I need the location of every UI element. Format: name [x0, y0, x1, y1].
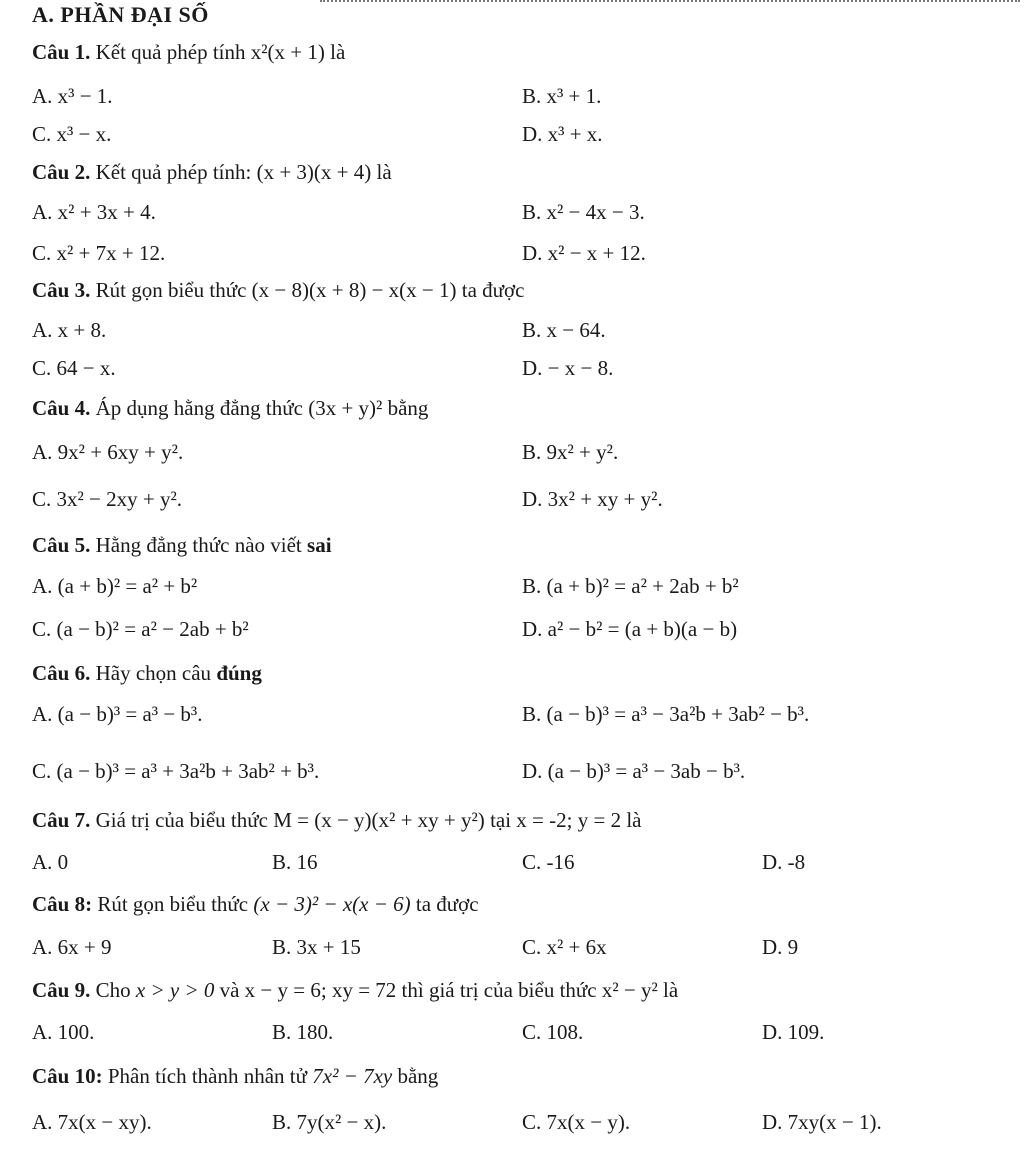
- option-2a[interactable]: A. x² + 3x + 4.: [32, 200, 156, 224]
- top-divider: [320, 0, 1020, 4]
- question-text: Giá trị của biểu thức: [95, 808, 268, 832]
- question-7: [32, 808, 641, 833]
- option-10b[interactable]: B. 7y(x² − x).: [272, 1110, 387, 1134]
- question-expression: (x − 8)(x + 8) − x(x − 1): [251, 278, 457, 302]
- option-4a[interactable]: A. 9x² + 6xy + y².: [32, 440, 184, 464]
- option-4d[interactable]: D. 3x² + xy + y².: [522, 487, 663, 511]
- question-tail: và x − y = 6; xy = 72 thì giá trị của biểu thức x² − y² là: [219, 978, 679, 1002]
- option-6a[interactable]: A. (a − b)³ = a³ − b³.: [32, 702, 203, 726]
- option-5d[interactable]: D. a² − b² = (a + b)(a − b): [522, 617, 738, 641]
- question-4: [32, 396, 428, 421]
- question-label: Câu 4.: [32, 396, 91, 420]
- option-5b[interactable]: B. (a + b)² = a² + 2ab + b²: [522, 574, 739, 598]
- option-6d[interactable]: D. (a − b)³ = a³ − 3ab − b³.: [522, 759, 746, 783]
- option-7d[interactable]: D. -8: [762, 850, 806, 874]
- option-2c[interactable]: C. x² + 7x + 12.: [32, 241, 166, 265]
- option-7c[interactable]: C. -16: [522, 850, 575, 874]
- option-3b[interactable]: B. x − 64.: [522, 318, 606, 342]
- question-5: [32, 533, 332, 558]
- option-9a[interactable]: A. 100.: [32, 1020, 95, 1044]
- option-10d[interactable]: D. 7xy(x − 1).: [762, 1110, 882, 1134]
- option-5c[interactable]: C. (a − b)² = a² − 2ab + b²: [32, 617, 249, 641]
- option-9d[interactable]: D. 109.: [762, 1020, 825, 1044]
- question-emphasis: đúng: [216, 661, 262, 685]
- question-tail: là: [376, 160, 392, 184]
- question-tail: tại x = -2; y = 2 là: [490, 808, 642, 832]
- question-emphasis: sai: [307, 533, 332, 557]
- question-tail: ta được: [461, 278, 525, 302]
- option-7a[interactable]: A. 0: [32, 850, 69, 874]
- question-expression: (x − 3)² − x(x − 6): [253, 892, 411, 916]
- option-2d[interactable]: D. x² − x + 12.: [522, 241, 646, 265]
- question-expression: (3x + y)²: [308, 396, 383, 420]
- question-expression: (x + 3)(x + 4): [256, 160, 372, 184]
- question-9: [32, 978, 678, 1003]
- question-label: Câu 9.: [32, 978, 91, 1002]
- option-6b[interactable]: B. (a − b)³ = a³ − 3a²b + 3ab² − b³.: [522, 702, 810, 726]
- option-1b[interactable]: B. x³ + 1.: [522, 84, 602, 108]
- option-1a[interactable]: A. x³ − 1.: [32, 84, 113, 108]
- option-2b[interactable]: B. x² − 4x − 3.: [522, 200, 645, 224]
- option-10a[interactable]: A. 7x(x − xy).: [32, 1110, 152, 1134]
- question-label: Câu 6.: [32, 661, 91, 685]
- question-1: [32, 40, 345, 65]
- question-tail: ta được: [415, 892, 479, 916]
- option-5a[interactable]: A. (a + b)² = a² + b²: [32, 574, 198, 598]
- option-3c[interactable]: C. 64 − x.: [32, 356, 116, 380]
- question-text: Cho: [95, 978, 131, 1002]
- question-10: [32, 1064, 438, 1089]
- question-8: [32, 892, 479, 917]
- option-8d[interactable]: D. 9: [762, 935, 799, 959]
- question-label: Câu 7.: [32, 808, 91, 832]
- question-label: Câu 5.: [32, 533, 91, 557]
- question-tail: bằng: [387, 396, 429, 420]
- question-label: Câu 8:: [32, 892, 93, 916]
- question-tail: là: [330, 40, 346, 64]
- question-3: [32, 278, 524, 303]
- question-text: Hằng đẳng thức nào viết: [95, 533, 302, 557]
- question-label: Câu 2.: [32, 160, 91, 184]
- question-tail: bằng: [397, 1064, 439, 1088]
- option-6c[interactable]: C. (a − b)³ = a³ + 3a²b + 3ab² + b³.: [32, 759, 320, 783]
- question-label: Câu 3.: [32, 278, 91, 302]
- option-7b[interactable]: B. 16: [272, 850, 318, 874]
- question-6: [32, 661, 262, 686]
- question-2: [32, 160, 392, 185]
- question-text: Rút gọn biểu thức: [97, 892, 249, 916]
- question-label: Câu 10:: [32, 1064, 103, 1088]
- question-text: Kết quả phép tính:: [95, 160, 252, 184]
- option-3d[interactable]: D. − x − 8.: [522, 356, 614, 380]
- option-1d[interactable]: D. x³ + x.: [522, 122, 603, 146]
- question-expression: M = (x − y)(x² + xy + y²): [273, 808, 485, 832]
- option-9b[interactable]: B. 180.: [272, 1020, 334, 1044]
- question-text: Áp dụng hằng đẳng thức: [95, 396, 303, 420]
- option-4c[interactable]: C. 3x² − 2xy + y².: [32, 487, 183, 511]
- option-1c[interactable]: C. x³ − x.: [32, 122, 112, 146]
- question-expression: x²(x + 1): [250, 40, 325, 64]
- question-text: Kết quả phép tính: [95, 40, 246, 64]
- question-expression: x > y > 0: [135, 978, 215, 1002]
- question-label: Câu 1.: [32, 40, 91, 64]
- option-8c[interactable]: C. x² + 6x: [522, 935, 607, 959]
- question-text: Phân tích thành nhân tử: [107, 1064, 308, 1088]
- question-expression: 7x² − 7xy: [312, 1064, 393, 1088]
- option-9c[interactable]: C. 108.: [522, 1020, 584, 1044]
- option-4b[interactable]: B. 9x² + y².: [522, 440, 619, 464]
- question-text: Hãy chọn câu: [95, 661, 212, 685]
- option-3a[interactable]: A. x + 8.: [32, 318, 107, 342]
- section-title: A. PHẦN ĐẠI SỐ: [32, 2, 209, 27]
- option-10c[interactable]: C. 7x(x − y).: [522, 1110, 631, 1134]
- option-8b[interactable]: B. 3x + 15: [272, 935, 361, 959]
- question-text: Rút gọn biểu thức: [95, 278, 247, 302]
- option-8a[interactable]: A. 6x + 9: [32, 935, 112, 959]
